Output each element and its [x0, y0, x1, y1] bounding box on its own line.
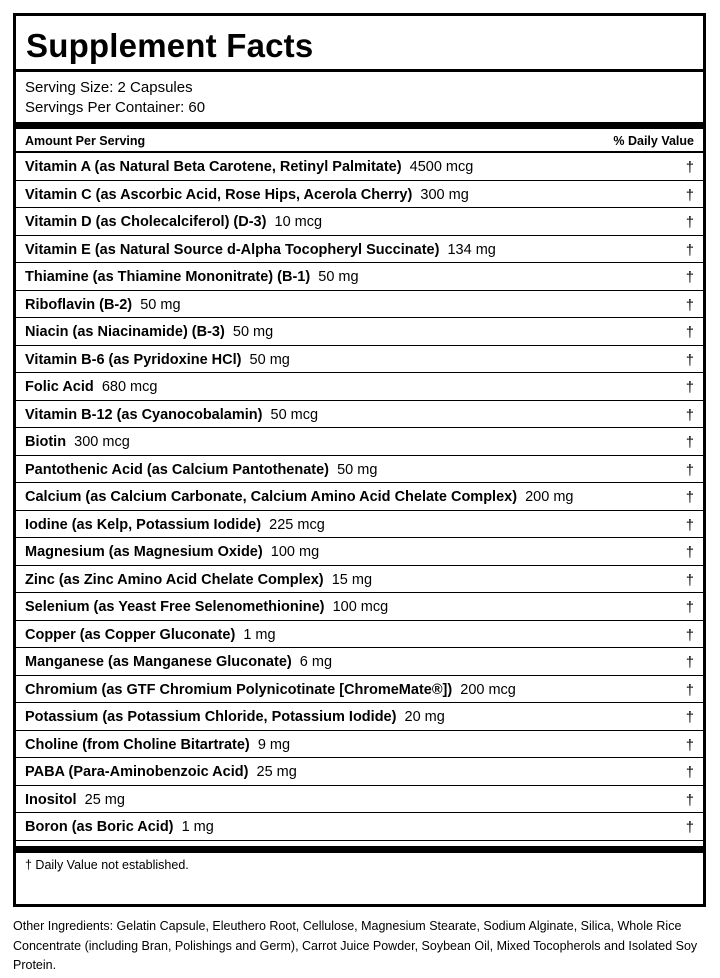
nutrient-amount: 6 mg: [299, 654, 333, 670]
nutrient-row: [16, 676, 703, 704]
nutrient-name: PABA (Para-Aminobenzoic Acid): [25, 764, 249, 780]
nutrient-row: [16, 428, 703, 456]
dagger-mark: †: [685, 517, 694, 534]
nutrient-row: [16, 648, 703, 676]
nutrient-amount: 25 mg: [256, 764, 297, 780]
nutrient-text: [25, 681, 516, 699]
nutrient-amount: 1 mg: [243, 626, 276, 643]
nutrient-row: [16, 236, 703, 264]
nutrient-amount: 50 mg: [318, 269, 359, 285]
nutrient-text: [25, 571, 372, 589]
nutrient-name: Vitamin E (as Natural Source d-Alpha Tocopheryl Succinate): [25, 241, 440, 258]
nutrient-name: Iodine (as Kelp, Potassium Iodide): [25, 516, 262, 533]
nutrient-text: [25, 378, 157, 396]
nutrient-name: Vitamin B-12 (as Cyanocobalamin): [25, 406, 263, 423]
nutrient-name: Pantothenic Acid (as Calcium Pantothenate): [25, 461, 330, 478]
footnote: † Daily Value not established.: [25, 858, 189, 872]
nutrient-amount: 50 mg: [232, 324, 274, 340]
dagger-mark: †: [685, 627, 694, 644]
nutrient-row: [16, 291, 703, 319]
nutrient-name: Vitamin A (as Natural Beta Carotene, Retinyl Palmitate): [25, 159, 402, 175]
nutrient-text: [25, 433, 130, 451]
nutrient-name: Vitamin B-6 (as Pyridoxine HCl): [25, 351, 242, 368]
dagger-mark: †: [685, 407, 694, 424]
nutrient-name: Manganese (as Manganese Gluconate): [25, 654, 292, 670]
nutrient-amount: 50 mg: [249, 351, 290, 368]
nutrient-name: Copper (as Copper Gluconate): [25, 626, 236, 643]
nutrient-text: [25, 736, 290, 754]
dagger-mark: †: [685, 160, 694, 176]
nutrient-name: Calcium (as Calcium Carbonate, Calcium Amino Acid Chelate Complex): [25, 489, 518, 505]
nutrient-name: Magnesium (as Magnesium Oxide): [25, 544, 263, 560]
nutrient-row: [16, 483, 703, 511]
dagger-mark: †: [685, 352, 694, 369]
nutrient-text: [25, 186, 469, 204]
nutrient-amount: 134 mg: [447, 241, 496, 258]
dagger-mark: †: [685, 242, 694, 259]
nutrient-row: [16, 401, 703, 429]
other-ingredients: Other Ingredients: Gelatin Capsule, Eleuthero Root, Cellulose, Magnesium Stearate, Sodium Alginate, Silica, Whole Rice Concentrate (including Bran, Polishings and Germ), Carrot Juice Powder, Soybean Oil, Mixed Tocopherols and Isolated Soy Protein.: [13, 919, 698, 972]
nutrient-amount: 200 mg: [525, 489, 574, 505]
nutrient-text: [25, 488, 573, 506]
dagger-mark: †: [685, 792, 694, 809]
nutrient-text: [25, 268, 359, 286]
nutrient-row: [16, 346, 703, 374]
nutrient-amount: 300 mcg: [74, 434, 130, 450]
nutrient-text: [25, 763, 297, 781]
title-divider: [16, 69, 703, 72]
nutrient-name: Vitamin C (as Ascorbic Acid, Rose Hips, Acerola Cherry): [25, 186, 413, 203]
nutrient-text: [25, 296, 181, 314]
nutrient-amount: 25 mg: [84, 791, 125, 808]
nutrient-row: [16, 758, 703, 786]
nutrient-name: Chromium (as GTF Chromium Polynicotinate [ChromeMate®]): [25, 681, 453, 698]
dagger-mark: †: [685, 270, 694, 286]
nutrient-row: [16, 566, 703, 594]
dagger-mark: †: [685, 187, 694, 204]
dagger-mark: †: [685, 380, 694, 396]
nutrient-row: [16, 786, 703, 814]
dagger-mark: †: [685, 490, 694, 506]
nutrient-amount: 10 mcg: [274, 214, 323, 230]
nutrient-row: [16, 703, 703, 731]
nutrient-text: [25, 323, 273, 341]
nutrient-name: Zinc (as Zinc Amino Acid Chelate Complex): [25, 571, 324, 588]
nutrient-name: Potassium (as Potassium Chloride, Potassium Iodide): [25, 709, 397, 725]
nutrient-name: Thiamine (as Thiamine Mononitrate) (B-1): [25, 269, 311, 285]
nutrient-row: [16, 538, 703, 566]
nutrient-row: [16, 511, 703, 539]
nutrient-amount: 50 mg: [140, 296, 181, 313]
nutrient-text: [25, 626, 276, 644]
nutrient-text: [25, 791, 125, 809]
nutrient-name: Niacin (as Niacinamide) (B-3): [25, 324, 225, 340]
dagger-mark: †: [685, 325, 694, 341]
servings-per-container: Servings Per Container: 60: [25, 99, 206, 116]
thick-divider-top: [16, 122, 703, 129]
nutrient-amount: 200 mcg: [460, 681, 516, 698]
nutrient-amount: 225 mcg: [269, 516, 325, 533]
nutrient-text: [25, 708, 445, 726]
nutrient-text: [25, 158, 473, 176]
nutrient-row: [16, 181, 703, 209]
nutrient-row: [16, 456, 703, 484]
nutrient-amount: 1 mg: [181, 819, 214, 835]
nutrient-text: [25, 653, 332, 671]
nutrient-text: [25, 598, 388, 616]
thick-divider-bottom: [16, 846, 703, 853]
nutrient-amount: 100 mg: [270, 544, 320, 560]
nutrient-row: [16, 153, 703, 181]
panel-title: Supplement Facts: [26, 27, 314, 64]
nutrient-text: [25, 543, 319, 561]
nutrient-row: [16, 373, 703, 401]
dagger-mark: †: [685, 655, 694, 671]
nutrient-row: [16, 208, 703, 236]
dagger-mark: †: [685, 737, 694, 754]
dagger-mark: †: [685, 435, 694, 451]
nutrient-amount: 50 mg: [337, 461, 378, 478]
dagger-mark: †: [685, 820, 694, 836]
nutrient-name: Choline (from Choline Bitartrate): [25, 736, 250, 753]
nutrient-amount: 4500 mcg: [409, 159, 474, 175]
serving-size: Serving Size: 2 Capsules: [25, 79, 193, 96]
nutrient-name: Selenium (as Yeast Free Selenomethionine): [25, 599, 325, 615]
nutrient-text: [25, 461, 377, 479]
dagger-mark: †: [685, 462, 694, 479]
nutrient-amount: 9 mg: [257, 736, 291, 753]
nutrient-row: [16, 318, 703, 346]
nutrient-amount: 20 mg: [404, 709, 445, 725]
nutrient-name: Vitamin D (as Cholecalciferol) (D-3): [25, 214, 267, 230]
nutrient-text: [25, 818, 214, 836]
nutrient-amount: 300 mg: [420, 186, 469, 203]
dagger-mark: †: [685, 297, 694, 314]
dagger-mark: †: [685, 215, 694, 231]
dagger-mark: †: [685, 682, 694, 699]
nutrient-text: [25, 241, 496, 259]
nutrient-text: [25, 213, 322, 231]
nutrient-amount: 680 mcg: [101, 379, 158, 395]
nutrient-text: [25, 406, 318, 424]
nutrient-row: [16, 621, 703, 649]
nutrient-amount: 15 mg: [331, 571, 373, 588]
nutrient-text: [25, 351, 290, 369]
nutrient-name: Inositol: [25, 791, 77, 808]
nutrient-row: [16, 731, 703, 759]
nutrient-row: [16, 813, 703, 841]
nutrient-list: [16, 153, 703, 841]
nutrient-amount: 100 mcg: [332, 599, 389, 615]
dagger-mark: †: [685, 545, 694, 561]
nutrient-name: Biotin: [25, 434, 67, 450]
dagger-mark: †: [685, 600, 694, 616]
nutrient-name: Boron (as Boric Acid): [25, 819, 174, 835]
dagger-mark: †: [685, 765, 694, 781]
nutrient-name: Riboflavin (B-2): [25, 296, 133, 313]
nutrient-text: [25, 516, 325, 534]
supplement-facts-panel: [13, 13, 706, 907]
nutrient-name: Folic Acid: [25, 379, 94, 395]
dagger-mark: †: [685, 710, 694, 726]
nutrient-row: [16, 263, 703, 291]
nutrient-amount: 50 mcg: [270, 406, 319, 423]
nutrient-row: [16, 593, 703, 621]
dagger-mark: †: [685, 572, 694, 589]
daily-value-header: % Daily Value: [613, 134, 694, 148]
amount-per-serving-header: Amount Per Serving: [25, 134, 146, 148]
